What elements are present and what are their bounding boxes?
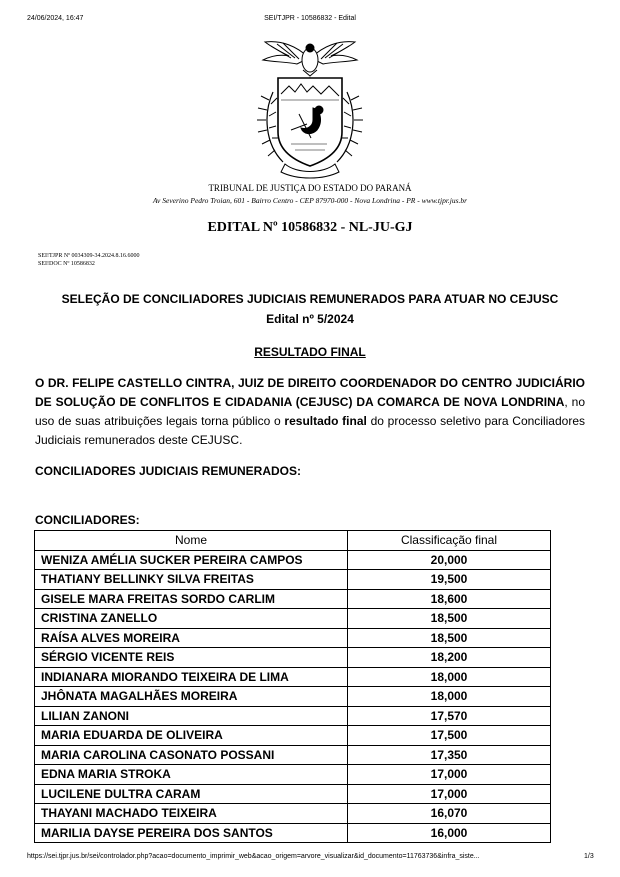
candidate-name: GISELE MARA FREITAS SORDO CARLIM	[35, 589, 348, 609]
result-heading-wrap	[0, 343, 620, 361]
candidate-name: THAYANI MACHADO TEIXEIRA	[35, 804, 348, 824]
table-row	[35, 726, 551, 746]
intro-paragraph	[35, 374, 585, 450]
court-name: TRIBUNAL DE JUSTIÇA DO ESTADO DO PARANÁ	[208, 183, 412, 193]
table-row	[35, 706, 551, 726]
intro-final-result: resultado final	[284, 414, 367, 428]
candidate-score: 17,350	[348, 745, 551, 765]
table-row	[35, 687, 551, 707]
candidate-score: 20,000	[348, 550, 551, 570]
selection-title: SELEÇÃO DE CONCILIADORES JUDICIAIS REMUNERADOS PARA ATUAR NO CEJUSC	[61, 292, 559, 306]
candidate-name: MARIA EDUARDA DE OLIVEIRA	[35, 726, 348, 746]
results-table-body	[35, 550, 551, 843]
edital-title: EDITAL Nº 10586832 - NL-JU-GJ	[207, 220, 413, 235]
candidate-name: MARILIA DAYSE PEREIRA DOS SANTOS	[35, 823, 348, 843]
candidate-name: JHÔNATA MAGALHÃES MOREIRA	[35, 687, 348, 707]
candidate-name: INDIANARA MIORANDO TEIXEIRA DE LIMA	[35, 667, 348, 687]
candidate-name: RAÍSA ALVES MOREIRA	[35, 628, 348, 648]
section-title: CONCILIADORES JUDICIAIS REMUNERADOS:	[35, 464, 302, 478]
candidate-score: 18,500	[348, 609, 551, 629]
candidate-score: 17,500	[348, 726, 551, 746]
candidate-score: 19,500	[348, 570, 551, 590]
candidate-score: 18,200	[348, 648, 551, 668]
candidate-score: 18,000	[348, 667, 551, 687]
header-final-classification: Classificação final	[348, 531, 551, 551]
candidate-score: 18,000	[348, 687, 551, 707]
candidate-score: 18,500	[348, 628, 551, 648]
court-address: Av Severino Pedro Troian, 601 - Bairro Centro - CEP 87970-000 - Nova Londrina - PR - www.tjpr.jus.br	[152, 196, 468, 205]
candidate-name: LUCILENE DULTRA CARAM	[35, 784, 348, 804]
result-heading: RESULTADO FINAL	[254, 345, 366, 359]
table-row	[35, 804, 551, 824]
table-row	[35, 745, 551, 765]
table-header-row	[35, 531, 551, 551]
candidate-score: 16,000	[348, 823, 551, 843]
conciliators-subtitle: CONCILIADORES:	[35, 513, 140, 527]
table-row	[35, 784, 551, 804]
coat-of-arms-emblem	[251, 34, 369, 182]
table-row	[35, 765, 551, 785]
candidate-score: 16,070	[348, 804, 551, 824]
table-row	[35, 823, 551, 843]
candidate-score: 18,600	[348, 589, 551, 609]
candidate-name: SÉRGIO VICENTE REIS	[35, 648, 348, 668]
candidate-score: 17,570	[348, 706, 551, 726]
table-row	[35, 609, 551, 629]
candidate-name: WENIZA AMÉLIA SUCKER PEREIRA CAMPOS	[35, 550, 348, 570]
print-page-title: SEI/TJPR - 10586832 - Edital	[264, 15, 356, 22]
table-row	[35, 570, 551, 590]
candidate-score: 17,000	[348, 784, 551, 804]
print-url: https://sei.tjpr.jus.br/sei/controlador.php?acao=documento_imprimir_web&acao_origem=arvore_visualizar&id_documento=11763736&infra_siste...	[27, 853, 480, 860]
print-page-number: 1/3	[584, 853, 594, 860]
candidate-name: EDNA MARIA STROKA	[35, 765, 348, 785]
intro-judge-statement: O DR. FELIPE CASTELLO CINTRA, JUIZ DE DIREITO COORDENADOR DO CENTRO JUDICIÁRIO DE SOLUÇÃO DE CONFLITOS E CIDADANIA (CEJUSC) DA COMARCA DE NOVA LONDRINA	[35, 376, 585, 409]
print-datetime: 24/06/2024, 16:47	[27, 15, 84, 22]
candidate-name: LILIAN ZANONI	[35, 706, 348, 726]
table-row	[35, 628, 551, 648]
table-row	[35, 648, 551, 668]
edital-number: Edital nº 5/2024	[266, 312, 354, 326]
candidate-name: THATIANY BELLINKY SILVA FREITAS	[35, 570, 348, 590]
sei-document-number: SEI!DOC Nº 10586832	[38, 261, 95, 267]
intro-middle-text: , no uso de suas atribuições legais torna público o	[35, 395, 586, 428]
results-table	[34, 530, 551, 843]
table-row	[35, 550, 551, 570]
table-row	[35, 589, 551, 609]
sei-process-number: SEI!TJPR Nº 0034309-34.2024.8.16.6000	[38, 253, 140, 259]
candidate-name: CRISTINA ZANELLO	[35, 609, 348, 629]
candidate-score: 17,000	[348, 765, 551, 785]
header-name: Nome	[35, 531, 348, 551]
intro-end-text: do processo seletivo para Conciliadores Judiciais remunerados deste CEJUSC.	[35, 414, 585, 447]
table-row	[35, 667, 551, 687]
candidate-name: MARIA CAROLINA CASONATO POSSANI	[35, 745, 348, 765]
